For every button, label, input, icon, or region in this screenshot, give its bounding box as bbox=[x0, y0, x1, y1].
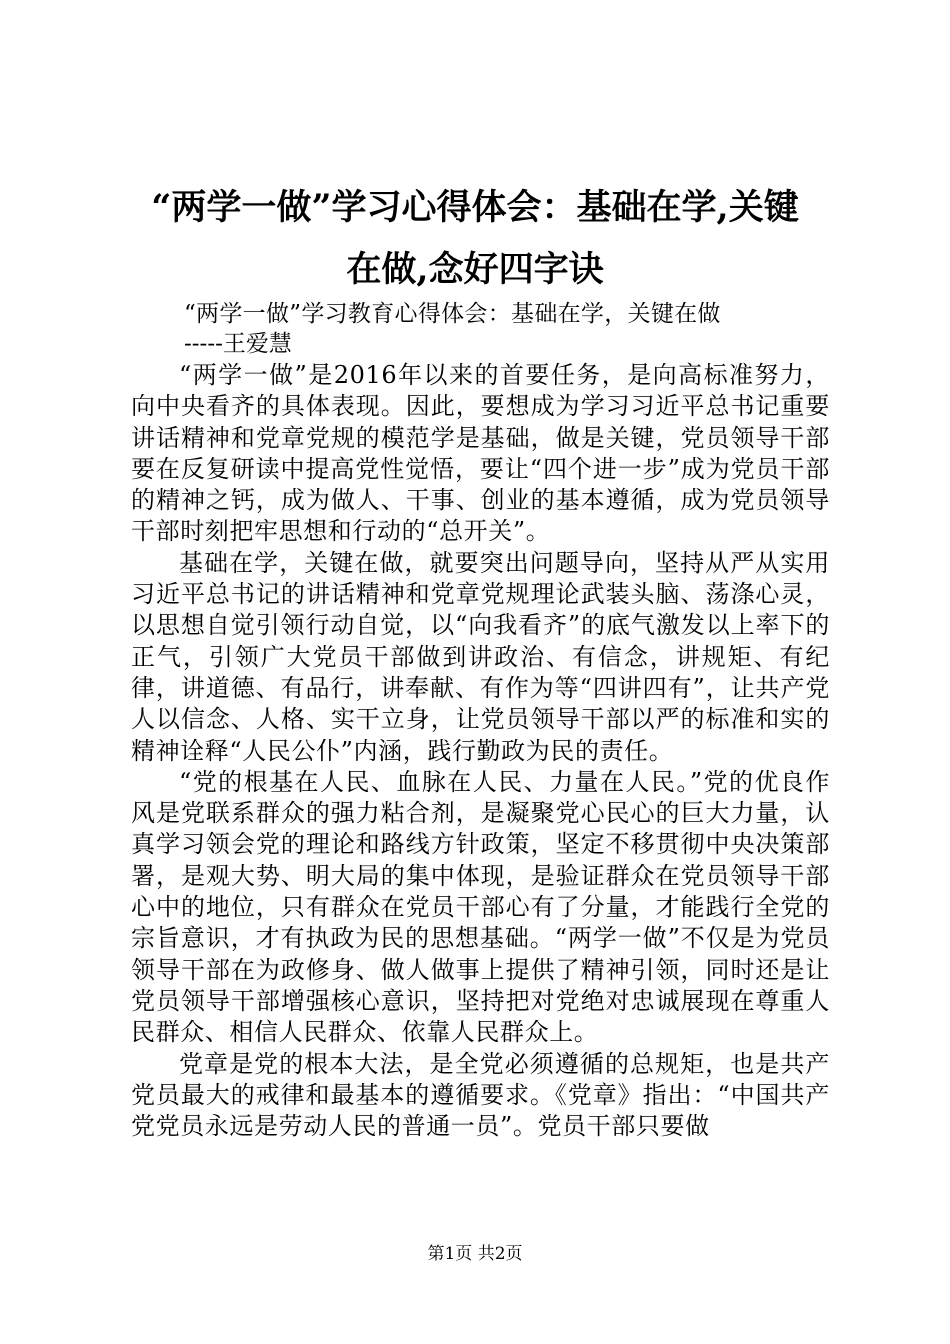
document-subtitle: “两学一做”学习教育心得体会：基础在学，关键在做 bbox=[184, 301, 721, 327]
document-title-line-1: “两学一做”学习心得体会：基础在学,关键 bbox=[151, 187, 799, 228]
document-title-line-2: 在做,念好四字诀 bbox=[346, 249, 604, 290]
page-number-footer: 第1页 共2页 bbox=[427, 1244, 523, 1264]
paragraph: “两学一做”是2016年以来的首要任务，是向高标准努力，向中央看齐的具体表现。因此，要想成为学习习近平总书记重要讲话精神和党章党规的模范学是基础，做是关键，党员领导干部要在反复研读中提高党性觉悟，要让“四个进一步”成为党员干部的精神之钙，成为做人、干事、创业的基本遵循，成为党员领导干部时刻把牢思想和行动的“总开关”。 bbox=[131, 361, 830, 546]
paragraph: 党章是党的根本大法，是全党必须遵循的总规矩，也是共产党员最大的戒律和最基本的遵循要求。《党章》指出：“中国共产党党员永远是劳动人民的普通一员”。党员干部只要做 bbox=[131, 1049, 830, 1141]
paragraph: “党的根基在人民、血脉在人民、力量在人民。”党的优良作风是党联系群众的强力粘合剂，是凝聚党心民心的巨大力量，认真学习领会党的理论和路线方针政策，坚定不移贯彻中央决策部署，是观大势、明大局的集中体现，是验证群众在党员领导干部心中的地位，只有群众在党员干部心有了分量，才能践行全党的宗旨意识，才有执政为民的思想基础。“两学一做”不仅是为党员领导干部在为政修身、做人做事上提供了精神引领，同时还是让党员领导干部增强核心意识，坚持把对党绝对忠诚展现在尊重人民群众、相信人民群众、依靠人民群众上。 bbox=[131, 767, 830, 1047]
paragraph: 基础在学，关键在做，就要突出问题导向，坚持从严从实用习近平总书记的讲话精神和党章党规理论武装头脑、荡涤心灵，以思想自觉引领行动自觉，以“向我看齐”的底气激发以上率下的正气，引领广大党员干部做到讲政治、有信念，讲规矩、有纪律，讲道德、有品行，讲奉献、有作为等“四讲四有”，让共产党人以信念、人格、实干立身，让党员领导干部以严的标准和实的精神诠释“人民公仆”内涵，践行勤政为民的责任。 bbox=[131, 548, 830, 765]
document-author: -----王爱慧 bbox=[184, 331, 292, 357]
document-body bbox=[131, 360, 830, 1142]
